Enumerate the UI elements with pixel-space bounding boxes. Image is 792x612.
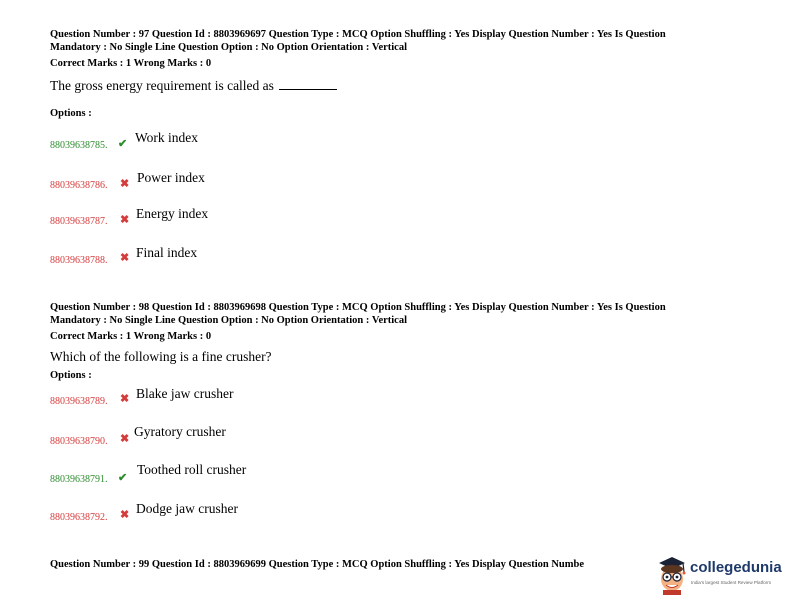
option-id: 88039638788. [50, 255, 108, 266]
option-text: Power index [137, 170, 205, 185]
option-text: Final index [136, 245, 198, 260]
logo-tagline: India's largest Student Review Platform [691, 580, 772, 585]
cross-icon: ✖ [120, 252, 130, 264]
question-97-text: The gross energy requirement is called as [50, 78, 337, 94]
option-id: 88039638785. [50, 140, 108, 151]
cross-icon: ✖ [120, 393, 130, 405]
option-text: Dodge jaw crusher [136, 501, 238, 516]
question-98-marks: Correct Marks : 1 Wrong Marks : 0 [50, 331, 212, 342]
check-icon: ✔ [118, 138, 128, 150]
cross-icon: ✖ [120, 178, 130, 190]
option-text: Blake jaw crusher [136, 386, 234, 401]
question-98-meta-line1: Question Number : 98 Question Id : 8803969698 Question Type : MCQ Option Shuffling : Yes Display Question Number : Yes Is Question [50, 302, 666, 313]
question-97-meta-line2: Mandatory : No Single Line Question Option : No Option Orientation : Vertical [50, 42, 408, 53]
option-id: 88039638789. [50, 396, 108, 407]
mascot-icon [655, 554, 689, 596]
option-text: Energy index [136, 206, 209, 221]
options-label: Options : [50, 370, 92, 381]
option-id: 88039638792. [50, 512, 108, 523]
option-text: Gyratory crusher [134, 424, 226, 439]
answer-blank [279, 78, 337, 90]
options-label: Options : [50, 108, 92, 119]
check-icon: ✔ [118, 472, 128, 484]
option-text: Toothed roll crusher [137, 462, 247, 477]
option-text: Work index [135, 130, 199, 145]
option-id: 88039638786. [50, 180, 108, 191]
option-id: 88039638787. [50, 216, 108, 227]
option-id: 88039638791. [50, 474, 108, 485]
cross-icon: ✖ [120, 214, 130, 226]
cross-icon: ✖ [120, 433, 130, 445]
question-97-meta-line1: Question Number : 97 Question Id : 8803969697 Question Type : MCQ Option Shuffling : Yes Display Question Number : Yes Is Question [50, 29, 666, 40]
question-97-marks: Correct Marks : 1 Wrong Marks : 0 [50, 58, 212, 69]
option-id: 88039638790. [50, 436, 108, 447]
question-98-meta-line2: Mandatory : No Single Line Question Option : No Option Orientation : Vertical [50, 315, 408, 326]
collegedunia-logo [655, 552, 792, 602]
logo-wordmark: collegedunia [690, 559, 782, 576]
cross-icon: ✖ [120, 509, 130, 521]
question-99-meta-line1: Question Number : 99 Question Id : 8803969699 Question Type : MCQ Option Shuffling : Yes Display Question Numbe [50, 559, 585, 570]
question-98-text: Which of the following is a fine crusher? [50, 349, 272, 364]
